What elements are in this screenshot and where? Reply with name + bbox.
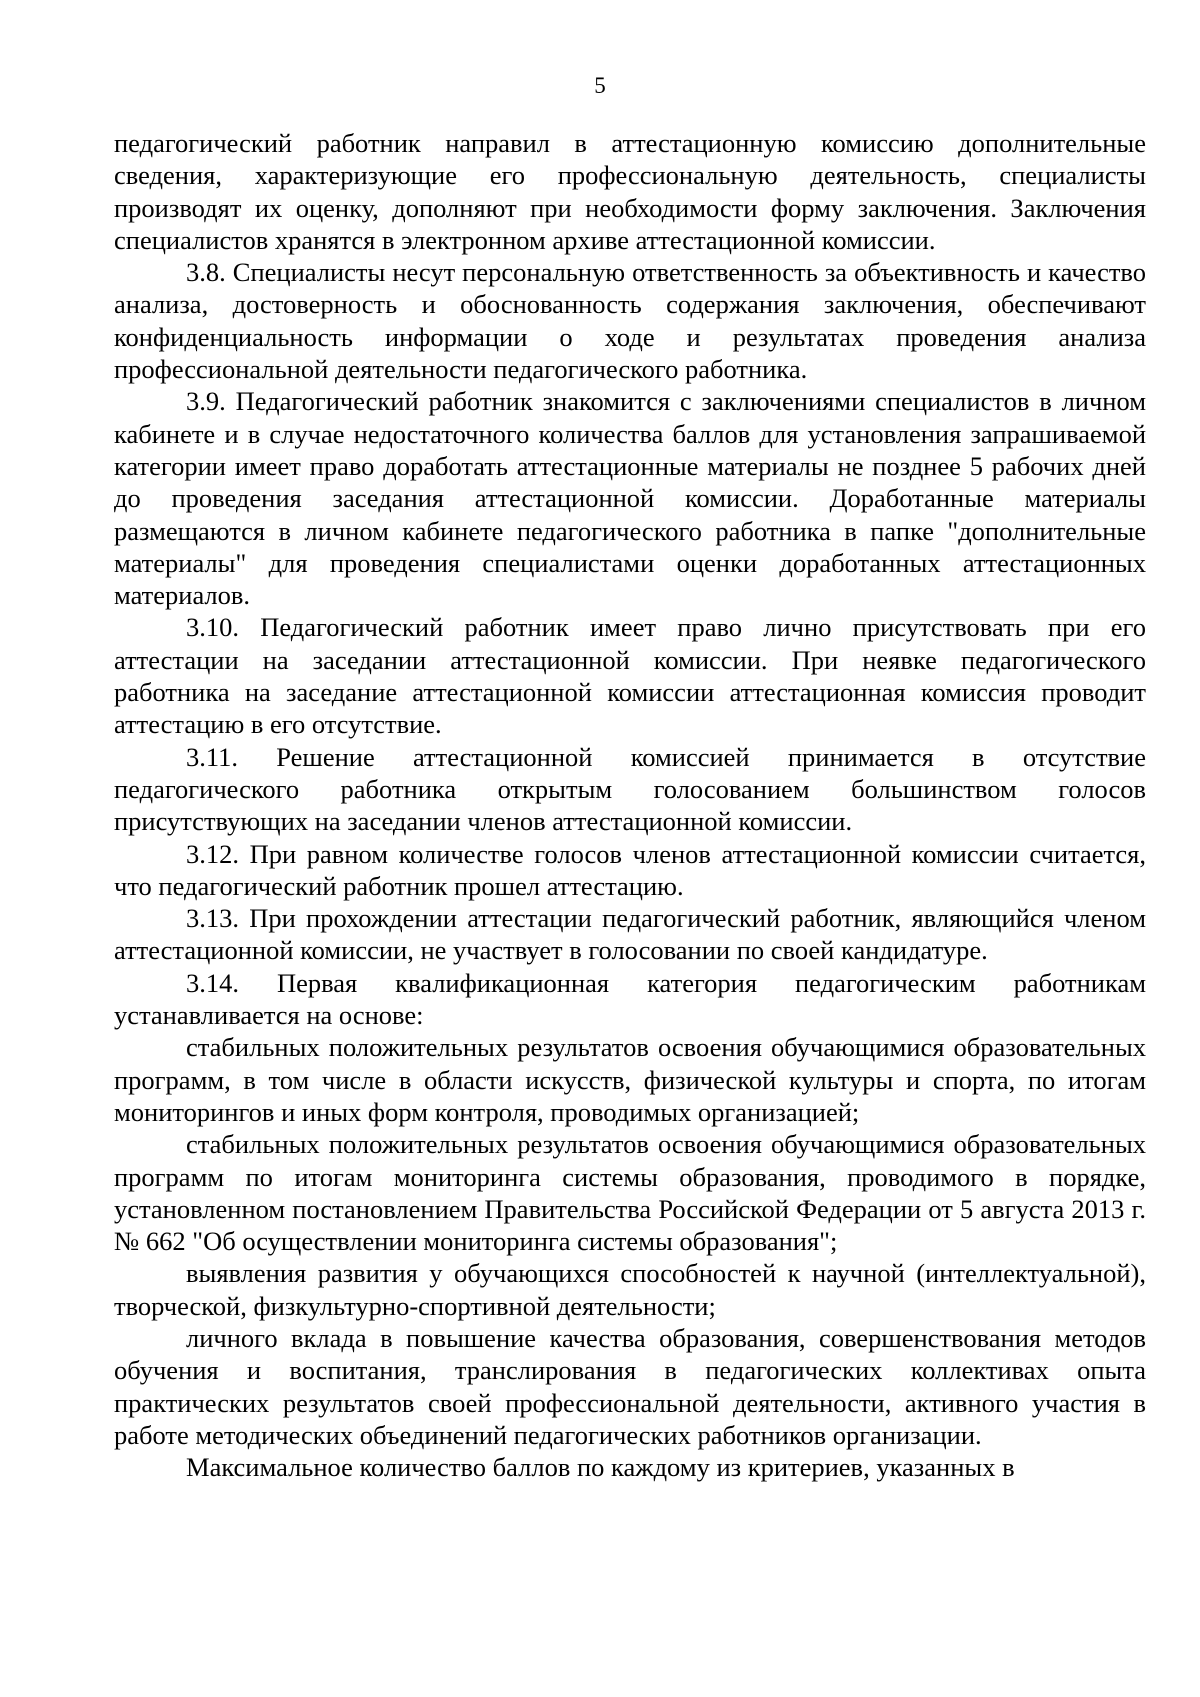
paragraph-3-13: 3.13. При прохождении аттестации педагогический работник, являющийся членом аттестационной комиссии, не участвует в голосовании по своей кандидатуре. (114, 903, 1146, 966)
paragraph-continuation: педагогический работник направил в аттестационную комиссию дополнительные сведения, характеризующие его профессиональную деятельность, специалисты производят их оценку, дополняют при необходимости форму заключения. Заключения специалистов хранятся в электронном архиве аттестационной комиссии. (114, 128, 1146, 255)
document-body (114, 127, 1146, 1483)
criterion-item-1: стабильных положительных результатов освоения обучающимися образовательных программ, в том числе в области искусств, физической культуры и спорта, по итогам мониторингов и иных форм контроля, проводимых организацией; (114, 1032, 1146, 1127)
paragraph-3-11: 3.11. Решение аттестационной комиссией принимается в отсутствие педагогического работника открытым голосованием большинством голосов присутствующих на заседании членов аттестационной комиссии. (114, 741, 1146, 837)
page-number: 5 (594, 73, 606, 98)
criterion-item-3: выявления развития у обучающихся способностей к научной (интеллектуальной), творческой, физкультурно-спортивной деятельности; (114, 1258, 1146, 1321)
paragraph-3-10: 3.10. Педагогический работник имеет право лично присутствовать при его аттестации на заседании аттестационной комиссии. При неявке педагогического работника на заседание аттестационной комиссии аттестационная комиссия проводит аттестацию в его отсутствие. (114, 612, 1146, 740)
paragraph-3-9: 3.9. Педагогический работник знакомится с заключениями специалистов в личном кабинете и в случае недостаточного количества баллов для установления запрашиваемой категории имеет право доработать аттестационные материалы не позднее 5 рабочих дней до проведения заседания аттестационной комиссии. Доработанные материалы размещаются в личном кабинете педагогического работника в папке "дополнительные материалы" для проведения специалистами оценки доработанных аттестационных материалов. (114, 386, 1146, 611)
paragraph-3-14: 3.14. Первая квалификационная категория педагогическим работникам устанавливается на основе: (114, 967, 1146, 1031)
paragraph-3-12: 3.12. При равном количестве голосов членов аттестационной комиссии считается, что педагогический работник прошел аттестацию. (114, 838, 1146, 901)
criterion-item-2: стабильных положительных результатов освоения обучающимися образовательных программ по итогам мониторинга системы образования, проводимого в порядке, установленном постановлением Правительства Российской Федерации от 5 августа 2013 г. № 662 "Об осуществлении мониторинга системы образования"; (114, 1129, 1146, 1257)
paragraph-3-8: 3.8. Специалисты несут персональную ответственность за объективность и качество анализа, достоверность и обоснованность содержания заключения, обеспечивают конфиденциальность информации о ходе и результатах проведения анализа профессиональной деятельности педагогического работника. (114, 257, 1146, 385)
paragraph-max-points: Максимальное количество баллов по каждому из критериев, указанных в (186, 1452, 1015, 1483)
criterion-item-4: личного вклада в повышение качества образования, совершенствования методов обучения и воспитания, транслирования в педагогических коллективах опыта практических результатов своей профессиональной деятельности, активного участия в работе методических объединений педагогических работников организации. (114, 1322, 1146, 1450)
